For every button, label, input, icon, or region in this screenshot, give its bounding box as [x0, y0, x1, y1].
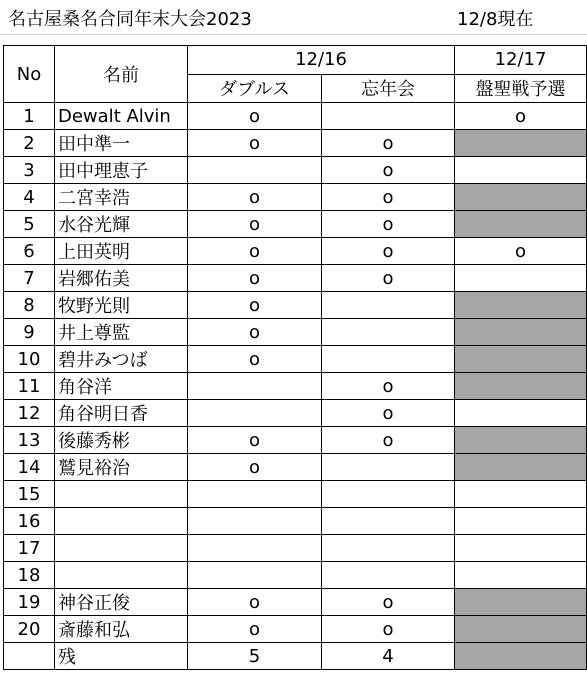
doubles-cell[interactable]: [188, 535, 322, 562]
bonenkai-cell[interactable]: [322, 319, 455, 346]
table-row: [4, 211, 587, 238]
seisen-cell[interactable]: [455, 616, 587, 643]
bonenkai-cell[interactable]: o: [322, 616, 455, 643]
table-body: [4, 103, 587, 643]
footer-label[interactable]: 残: [55, 643, 188, 670]
no-cell[interactable]: 9: [4, 319, 55, 346]
header-seisen[interactable]: 盤聖戦予選: [455, 74, 587, 103]
bonenkai-cell[interactable]: o: [322, 589, 455, 616]
doubles-cell[interactable]: [188, 508, 322, 535]
bonenkai-cell[interactable]: [322, 535, 455, 562]
bonenkai-cell[interactable]: [322, 562, 455, 589]
doubles-cell[interactable]: o: [188, 292, 322, 319]
no-cell[interactable]: 11: [4, 373, 55, 400]
table-row: [4, 292, 587, 319]
bonenkai-cell[interactable]: [322, 454, 455, 481]
seisen-cell[interactable]: [455, 157, 587, 184]
no-cell[interactable]: 16: [4, 508, 55, 535]
seisen-cell[interactable]: [455, 400, 587, 427]
seisen-cell[interactable]: [455, 454, 587, 481]
name-cell[interactable]: [55, 508, 188, 535]
name-cell[interactable]: [55, 562, 188, 589]
seisen-cell[interactable]: [455, 211, 587, 238]
bonenkai-cell[interactable]: o: [322, 265, 455, 292]
doubles-cell[interactable]: [188, 373, 322, 400]
seisen-cell[interactable]: [455, 562, 587, 589]
seisen-cell[interactable]: [455, 508, 587, 535]
table-row: [4, 400, 587, 427]
table-row: [4, 346, 587, 373]
seisen-cell[interactable]: [455, 265, 587, 292]
seisen-cell[interactable]: [455, 481, 587, 508]
table-row: [4, 616, 587, 643]
bonenkai-cell[interactable]: [322, 103, 455, 130]
seisen-cell[interactable]: [455, 427, 587, 454]
name-cell[interactable]: 後藤秀彬: [55, 427, 188, 454]
bonenkai-cell[interactable]: o: [322, 373, 455, 400]
doubles-cell[interactable]: o: [188, 319, 322, 346]
header-no[interactable]: No: [4, 46, 55, 103]
no-cell[interactable]: 10: [4, 346, 55, 373]
table-row: [4, 454, 587, 481]
name-cell[interactable]: [55, 535, 188, 562]
name-cell[interactable]: Dewalt Alvin: [55, 103, 188, 130]
table-row: [4, 589, 587, 616]
seisen-cell[interactable]: [455, 373, 587, 400]
footer-seisen-cell[interactable]: [455, 643, 587, 670]
header-row-1: [4, 46, 587, 75]
no-cell[interactable]: 17: [4, 535, 55, 562]
table-row: [4, 157, 587, 184]
seisen-cell[interactable]: o: [455, 103, 587, 130]
doubles-cell[interactable]: [188, 481, 322, 508]
table-row: [4, 130, 587, 157]
no-cell[interactable]: 7: [4, 265, 55, 292]
seisen-cell[interactable]: [455, 130, 587, 157]
doubles-cell[interactable]: o: [188, 454, 322, 481]
footer-doubles-count[interactable]: 5: [188, 643, 322, 670]
no-cell[interactable]: 4: [4, 184, 55, 211]
seisen-cell[interactable]: [455, 184, 587, 211]
footer-no-cell[interactable]: [4, 643, 55, 670]
name-cell[interactable]: 斎藤和弘: [55, 616, 188, 643]
no-cell[interactable]: 12: [4, 400, 55, 427]
seisen-cell[interactable]: o: [455, 238, 587, 265]
bonenkai-cell[interactable]: [322, 292, 455, 319]
table-row: [4, 238, 587, 265]
as-of-date[interactable]: 12/8現在: [457, 9, 534, 30]
doubles-cell[interactable]: o: [188, 103, 322, 130]
bonenkai-cell[interactable]: o: [322, 157, 455, 184]
bonenkai-cell[interactable]: o: [322, 130, 455, 157]
seisen-cell[interactable]: [455, 319, 587, 346]
name-cell[interactable]: 角谷洋: [55, 373, 188, 400]
no-cell[interactable]: 8: [4, 292, 55, 319]
header-doubles[interactable]: ダブルス: [188, 74, 322, 103]
table-row: [4, 373, 587, 400]
bonenkai-cell[interactable]: [322, 481, 455, 508]
doubles-cell[interactable]: o: [188, 238, 322, 265]
bonenkai-cell[interactable]: o: [322, 427, 455, 454]
name-cell[interactable]: 牧野光則: [55, 292, 188, 319]
name-cell[interactable]: 鷲見裕治: [55, 454, 188, 481]
seisen-cell[interactable]: [455, 535, 587, 562]
doubles-cell[interactable]: o: [188, 346, 322, 373]
header-name[interactable]: 名前: [55, 46, 188, 103]
doubles-cell[interactable]: o: [188, 265, 322, 292]
name-cell[interactable]: [55, 481, 188, 508]
doubles-cell[interactable]: [188, 400, 322, 427]
doubles-cell[interactable]: o: [188, 184, 322, 211]
no-cell[interactable]: 18: [4, 562, 55, 589]
table-row: [4, 535, 587, 562]
seisen-cell[interactable]: [455, 346, 587, 373]
no-cell[interactable]: 2: [4, 130, 55, 157]
bonenkai-cell[interactable]: [322, 508, 455, 535]
no-cell[interactable]: 5: [4, 211, 55, 238]
header-bonenkai[interactable]: 忘年会: [322, 74, 455, 103]
name-cell[interactable]: 水谷光輝: [55, 211, 188, 238]
bonenkai-cell[interactable]: o: [322, 184, 455, 211]
name-cell[interactable]: 角谷明日香: [55, 400, 188, 427]
entry-table: [3, 45, 587, 670]
table-row: [4, 319, 587, 346]
name-cell[interactable]: 井上尊監: [55, 319, 188, 346]
doubles-cell[interactable]: [188, 562, 322, 589]
name-cell[interactable]: 田中理恵子: [55, 157, 188, 184]
no-cell[interactable]: 13: [4, 427, 55, 454]
name-cell[interactable]: 上田英明: [55, 238, 188, 265]
bonenkai-cell[interactable]: o: [322, 211, 455, 238]
table-row: [4, 562, 587, 589]
table-row: [4, 103, 587, 130]
doubles-cell[interactable]: o: [188, 589, 322, 616]
bonenkai-cell[interactable]: o: [322, 400, 455, 427]
table-row: [4, 427, 587, 454]
header-date-1217[interactable]: 12/17: [455, 46, 587, 75]
name-cell[interactable]: 二宮幸浩: [55, 184, 188, 211]
no-cell[interactable]: 19: [4, 589, 55, 616]
table-row: [4, 481, 587, 508]
no-cell[interactable]: 14: [4, 454, 55, 481]
doubles-cell[interactable]: [188, 157, 322, 184]
footer-row: [4, 643, 587, 670]
name-cell[interactable]: 神谷正俊: [55, 589, 188, 616]
doubles-cell[interactable]: o: [188, 211, 322, 238]
table-row: [4, 184, 587, 211]
table-row: [4, 508, 587, 535]
no-cell[interactable]: 15: [4, 481, 55, 508]
name-cell[interactable]: 岩郷佑美: [55, 265, 188, 292]
table-row: [4, 265, 587, 292]
header-date-1216[interactable]: 12/16: [188, 46, 455, 75]
bonenkai-cell[interactable]: [322, 346, 455, 373]
bonenkai-cell[interactable]: o: [322, 238, 455, 265]
no-cell[interactable]: 3: [4, 157, 55, 184]
seisen-cell[interactable]: [455, 589, 587, 616]
name-cell[interactable]: 田中準一: [55, 130, 188, 157]
title-row: [0, 0, 587, 34]
no-cell[interactable]: 20: [4, 616, 55, 643]
name-cell[interactable]: 碧井みつば: [55, 346, 188, 373]
doubles-cell[interactable]: o: [188, 616, 322, 643]
sheet-title[interactable]: 名古屋桑名合同年末大会2023: [8, 9, 252, 30]
gridline: [0, 34, 587, 35]
no-cell[interactable]: 6: [4, 238, 55, 265]
doubles-cell[interactable]: o: [188, 427, 322, 454]
doubles-cell[interactable]: o: [188, 130, 322, 157]
no-cell[interactable]: 1: [4, 103, 55, 130]
seisen-cell[interactable]: [455, 292, 587, 319]
footer-bonenkai-count[interactable]: 4: [322, 643, 455, 670]
